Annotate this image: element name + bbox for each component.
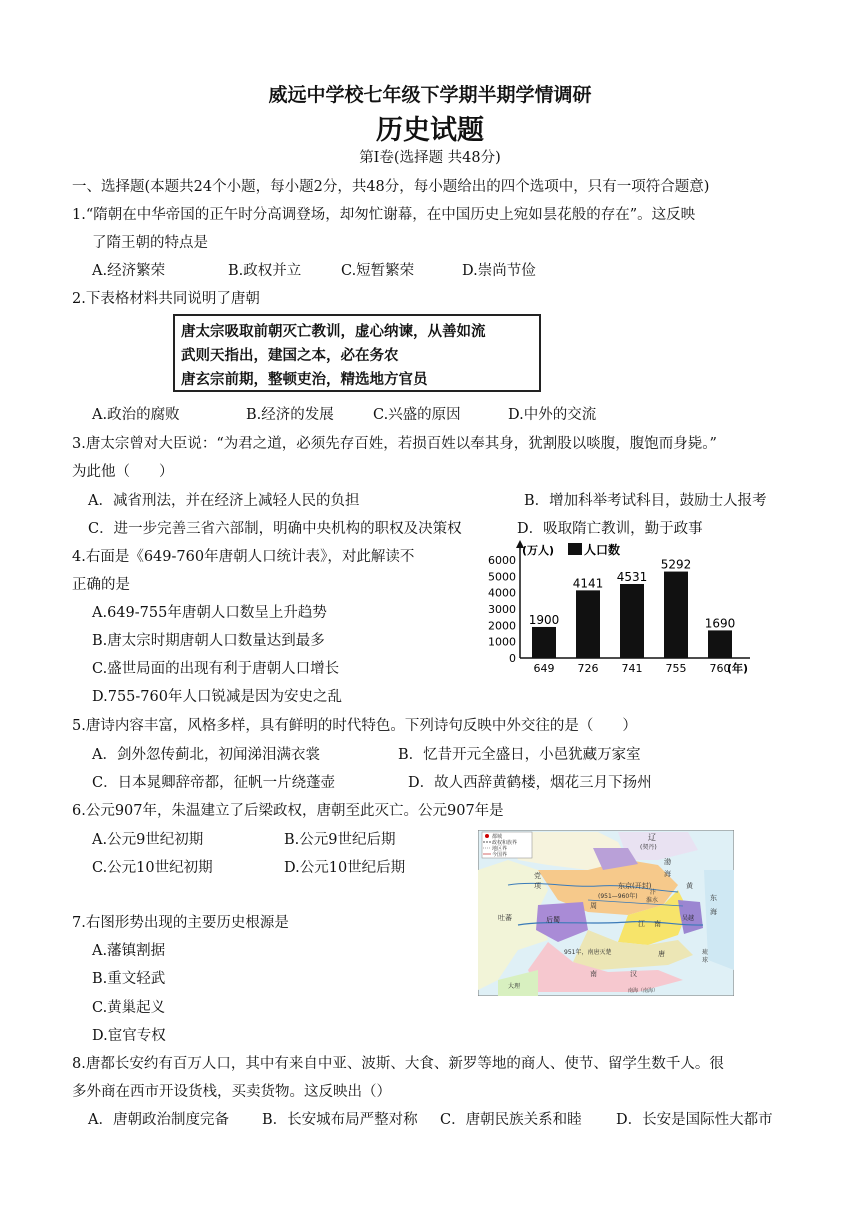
q8-option-d: D．长安是国际性大都市 [616, 1112, 773, 1128]
population-bar-chart [480, 538, 756, 680]
bar-726 [576, 590, 600, 658]
chart-ylabel: (万人) [522, 544, 555, 557]
q1-stem-line1: 1.“隋朝在中华帝国的正午时分高调登场，却匆忙谢幕，在中国历史上宛如昙花般的存在”。这反映 [72, 207, 696, 223]
map-label-nan2: 南 [590, 970, 597, 978]
map-label-liao: 辽 [648, 833, 656, 842]
y-tick-label: 2000 [488, 619, 516, 633]
map-label-jiang: 江 [638, 920, 645, 928]
map-label-dong: 东 [710, 894, 717, 902]
map-label-hai: 海 [710, 908, 717, 916]
q6-stem: 6.公元907年，朱温建立了后梁政权，唐朝至此灭亡。公元907年是 [72, 803, 504, 819]
map-label-nantang-chu: 951年，南唐灭楚 [564, 949, 612, 956]
q8-stem-line2: 多外商在西市开设货栈，买卖货物。这反映出（） [72, 1084, 391, 1100]
q6-option-b: B.公元9世纪后期 [284, 832, 396, 848]
exam-title: 威远中学校七年级下学期半期学情调研 [268, 84, 592, 106]
map-label-dongjing: 东京(开封) [618, 882, 652, 890]
map-legend-boundary: 政权和族界 [492, 840, 518, 846]
q8-option-c: C．唐朝民族关系和睦 [440, 1112, 582, 1128]
bar-value-label: 1690 [704, 616, 736, 631]
bar-755 [664, 572, 688, 658]
q4-option-c: C.盛世局面的出现有利于唐朝人口增长 [92, 661, 340, 677]
map-label-zhou: 周 [590, 902, 597, 910]
q6-option-c: C.公元10世纪初期 [92, 860, 213, 876]
bar-value-label: 4531 [616, 569, 648, 584]
q2-option-b: B.经济的发展 [246, 407, 334, 423]
map-label-han: 汉 [630, 970, 637, 978]
q4-stem-line2: 正确的是 [72, 577, 130, 593]
y-tick-label: 6000 [488, 554, 516, 567]
map-label-dang: 党 [534, 872, 541, 880]
q7-option-b: B.重文轻武 [92, 971, 166, 987]
q6-option-a: A.公元9世纪初期 [92, 832, 204, 848]
part-label: 第Ⅰ卷(选择题 共48分) [359, 150, 501, 166]
q3-option-c: C．进一步完善三省六部制，明确中央机构的职权及决策权 [88, 521, 462, 537]
map-label-qidan: (契丹) [640, 844, 657, 851]
q5-option-c: C．日本晁卿辞帝都，征帆一片绕蓬壶 [92, 775, 336, 791]
q4-option-b: B.唐太宗时期唐朝人口数量达到最多 [92, 633, 325, 649]
map-label-dali: 大理 [508, 983, 521, 990]
map-label-period: (951—960年) [598, 893, 638, 900]
bar-649 [532, 627, 556, 658]
map-label-huaishui: 淮水 [646, 897, 659, 904]
y-tick-label: 4000 [488, 586, 516, 600]
q7-option-a: A.藩镇割据 [92, 943, 166, 959]
x-tick-label: 760 [709, 662, 731, 675]
q2-option-d: D.中外的交流 [508, 407, 597, 423]
legend-swatch [568, 543, 582, 555]
q6-option-d: D.公元10世纪后期 [284, 860, 406, 876]
q5-option-d: D．故人西辞黄鹤楼，烟花三月下扬州 [408, 775, 652, 791]
map-legend-capital: 都城 [492, 834, 503, 840]
bar-value-label: 5292 [660, 557, 692, 572]
bar-760 [708, 630, 732, 658]
map-label-qiu: 球 [702, 957, 709, 964]
x-tick-label: 755 [665, 662, 687, 675]
q2-option-a: A.政治的腐败 [92, 407, 180, 423]
q5-option-b: B．忆昔开元全盛日，小邑犹藏万家室 [398, 747, 641, 763]
q4-option-a: A.649-755年唐朝人口数呈上升趋势 [92, 605, 327, 621]
q8-stem-line1: 8.唐都长安约有百万人口，其中有来自中亚、波斯、大食、新罗等地的商人、使节、留学生数千人。很 [72, 1056, 724, 1072]
q7-option-c: C.黄巢起义 [92, 1000, 166, 1016]
q8-option-b: B．长安城布局严整对称 [262, 1112, 418, 1128]
y-tick-label: 3000 [488, 603, 516, 616]
section-heading: 一、选择题(本题共24个小题，每小题2分，共48分，每小题给出的四个选项中，只有一项符合题意) [72, 179, 710, 195]
q3-option-b: B．增加科举考试科目，鼓励士人报考 [524, 493, 767, 509]
q5-stem: 5.唐诗内容丰富，风格多样，具有鲜明的时代特色。下列诗句反映中外交往的是（ ） [72, 718, 637, 734]
q2-option-c: C.兴盛的原因 [373, 407, 461, 423]
q4-option-d: D.755-760年人口锐减是因为安史之乱 [92, 689, 342, 705]
q4-stem-line1: 4.右面是《649-760年唐朝人口统计表》，对此解读不 [72, 549, 415, 565]
q1-option-a: A.经济繁荣 [92, 263, 166, 279]
bar-741 [620, 584, 644, 658]
q3-option-d: D．吸取隋亡教训，勤于政事 [517, 521, 703, 537]
q3-option-a: A．减省刑法，并在经济上减轻人民的负担 [88, 493, 360, 509]
subject-title: 历史试题 [376, 115, 484, 146]
bar-value-label: 1900 [528, 612, 560, 627]
map-label-bohai-2: 海 [664, 870, 671, 878]
map-label-xiang: 项 [534, 882, 541, 890]
region-east-sea [704, 870, 734, 970]
x-tick-label: 741 [621, 662, 643, 675]
x-tick-label: 649 [533, 662, 555, 675]
map-label-huang: 黄 [686, 882, 693, 890]
q1-option-c: C.短暂繁荣 [341, 263, 415, 279]
bar-value-label: 4141 [572, 576, 604, 591]
five-dynasties-map [478, 830, 734, 996]
q1-stem-line2: 了隋王朝的特点是 [92, 235, 208, 251]
q3-stem-line2: 为此他（ ） [72, 464, 174, 480]
q7-stem: 7.右图形势出现的主要历史根源是 [72, 915, 289, 931]
map-label-tang: 唐 [658, 950, 665, 958]
map-label-nan: 南 [654, 920, 661, 928]
y-tick-label: 0 [509, 652, 516, 665]
q5-option-a: A．剑外忽传蓟北，初闻涕泪满衣裳 [92, 747, 320, 763]
map-legend-region: 地区界 [492, 846, 508, 852]
q1-option-d: D.崇尚节俭 [462, 263, 536, 279]
map-legend-border: 今国界 [492, 852, 508, 858]
map-label-bian: 汴 [650, 889, 657, 896]
q8-option-a: A．唐朝政治制度完备 [88, 1112, 229, 1128]
x-tick-label: 726 [577, 662, 599, 675]
q2-material-table [173, 314, 541, 392]
chart-xlabel: (年) [727, 662, 749, 675]
q1-option-b: B.政权并立 [228, 263, 302, 279]
y-tick-label: 1000 [488, 635, 516, 649]
map-label-tubo: 吐蕃 [498, 914, 512, 922]
map-label-wuyue: 吴越 [682, 915, 695, 922]
map-legend-capital-mark [485, 834, 489, 838]
q2-material-row-2: 武则天指出，建国之本，必在务农 [181, 348, 399, 364]
chart-legend-label: 人口数 [584, 543, 621, 557]
map-label-bohai-1: 渤 [664, 858, 671, 866]
q7-option-d: D.宦官专权 [92, 1028, 166, 1044]
q3-stem-line1: 3.唐太宗曾对大臣说：“为君之道，必须先存百姓，若损百姓以奉其身，犹割股以啖腹，腹饱而身毙。” [72, 436, 717, 452]
q2-material-row-3: 唐玄宗前期，整顿吏治，精选地方官员 [181, 372, 428, 388]
q2-stem: 2.下表格材料共同说明了唐朝 [72, 291, 260, 307]
map-label-nanhai: 南海（南海） [628, 988, 659, 994]
map-label-houshu: 后蜀 [546, 916, 560, 924]
q2-material-row-1: 唐太宗吸取前朝灭亡教训，虚心纳谏，从善如流 [181, 324, 486, 340]
map-label-liu: 琉 [702, 949, 709, 956]
y-tick-label: 5000 [488, 570, 516, 584]
